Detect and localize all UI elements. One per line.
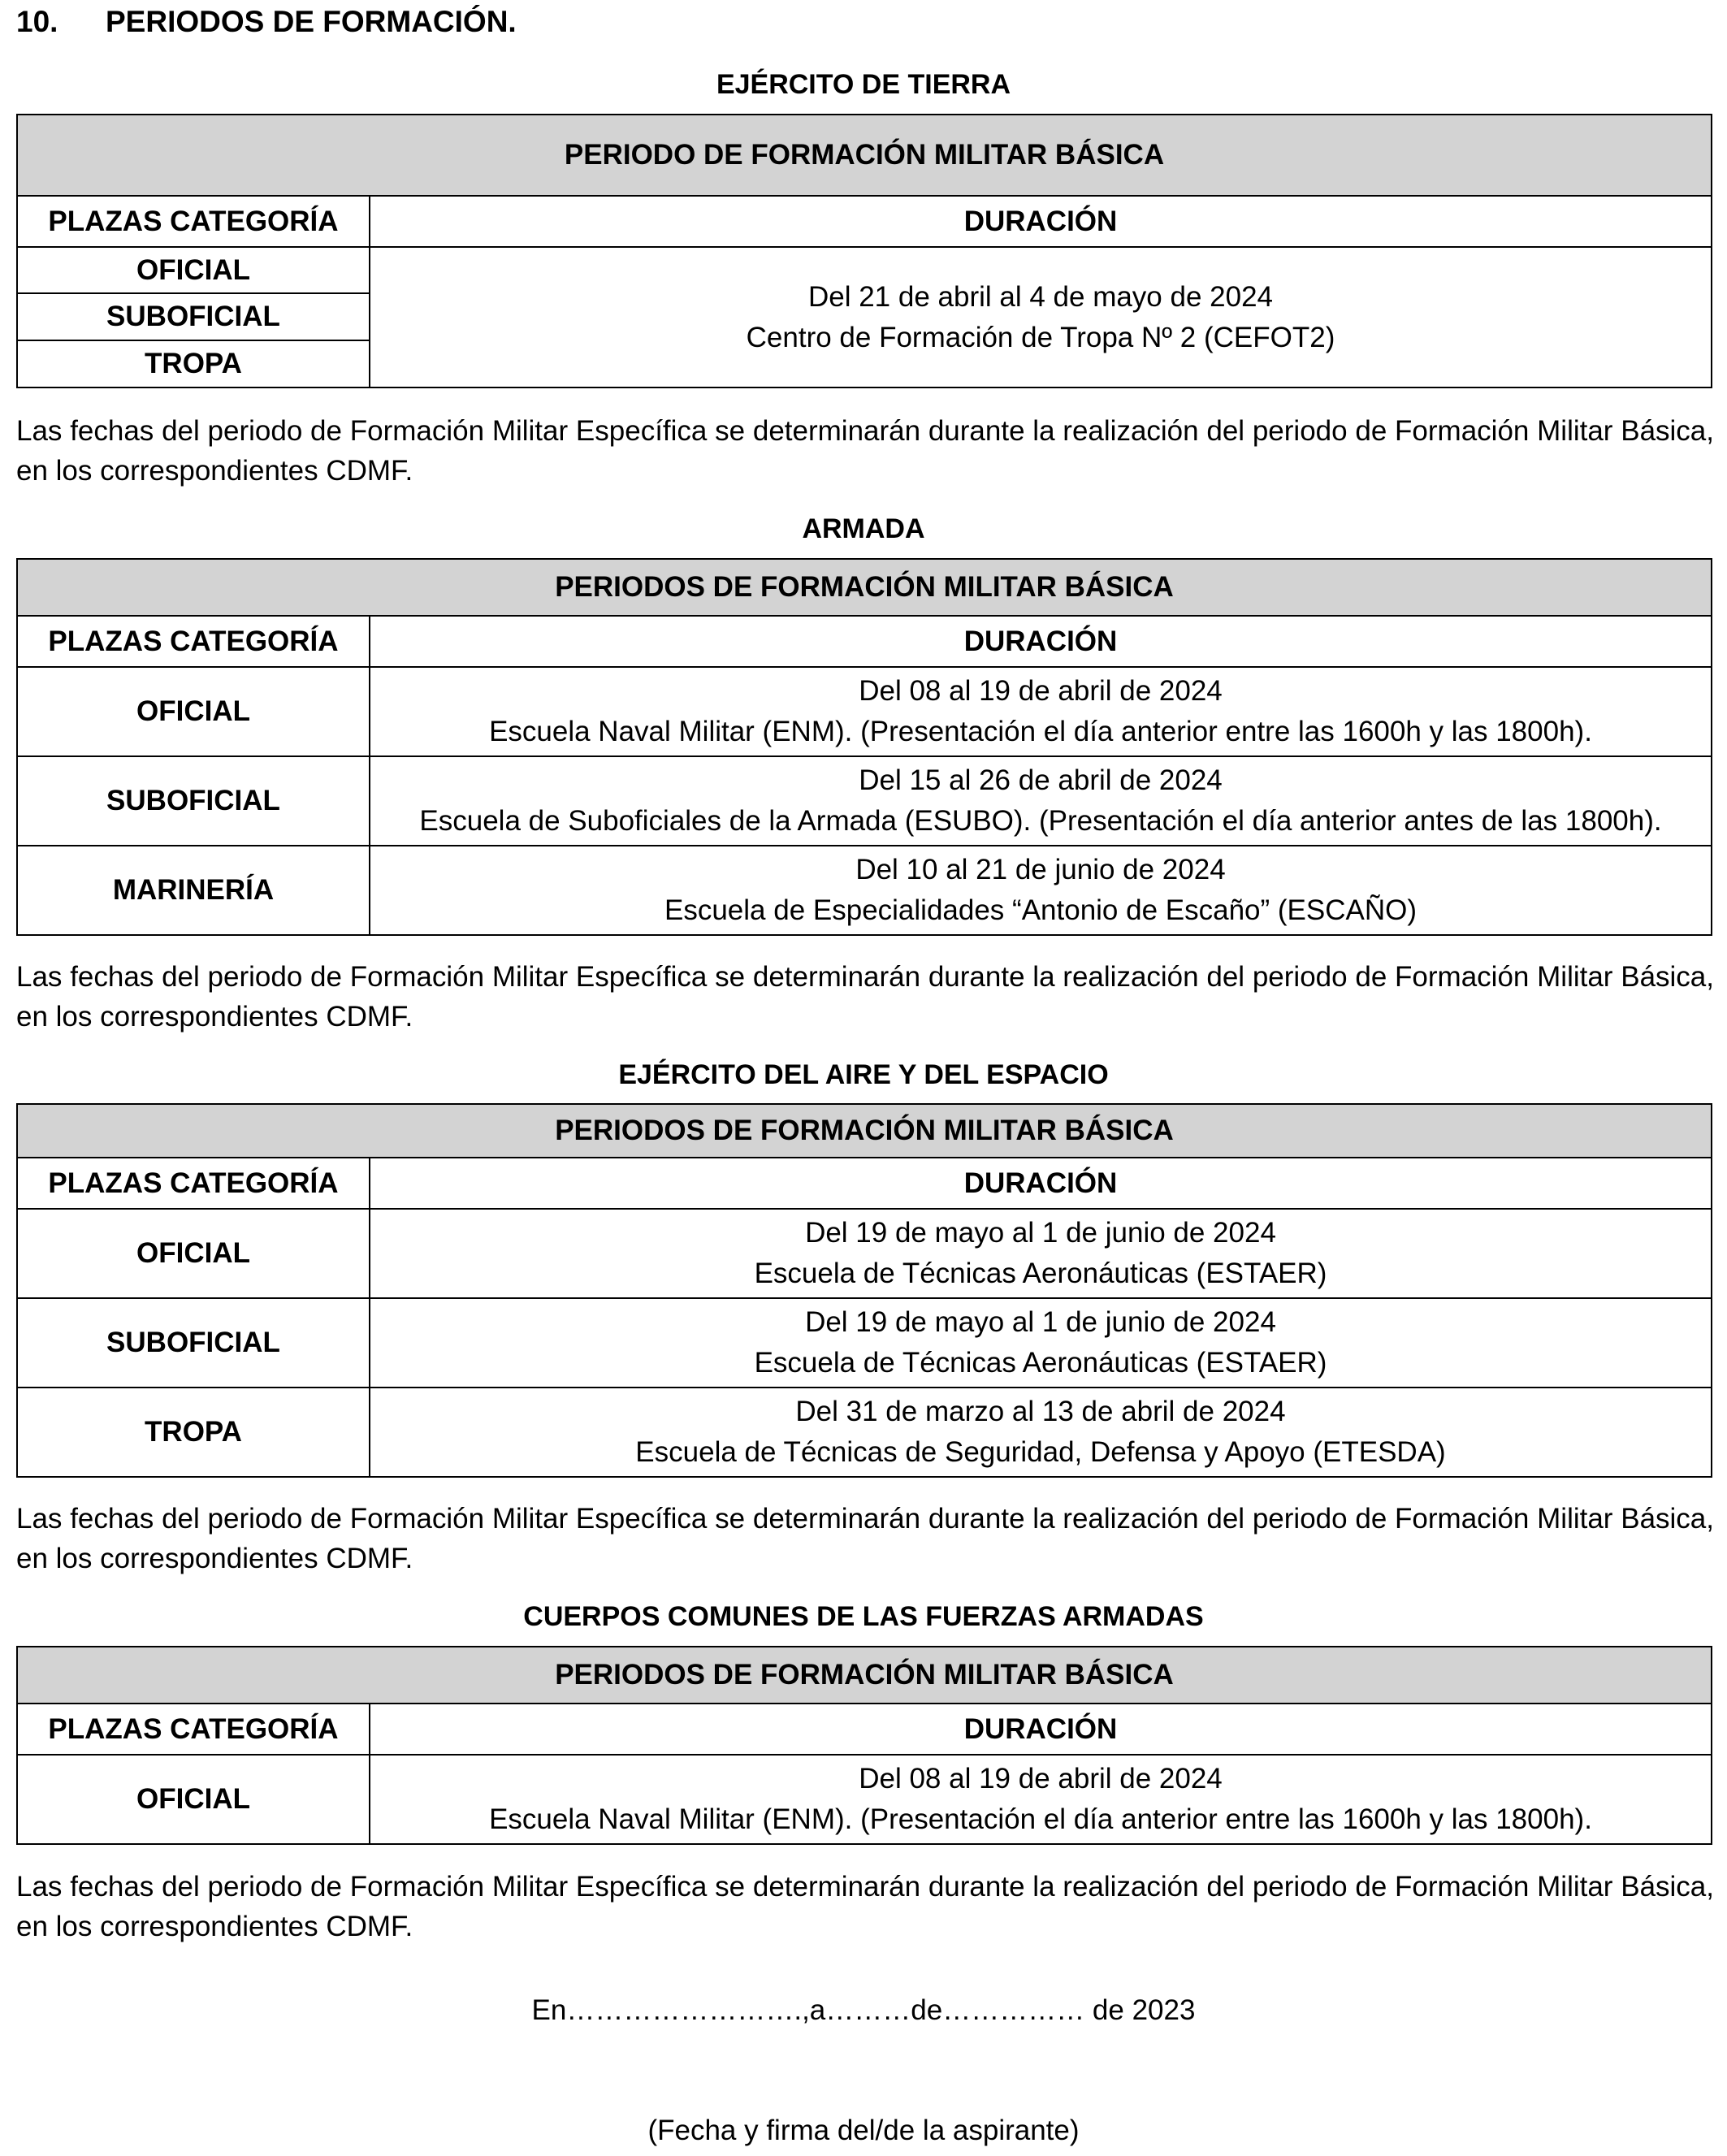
- duration-cell: [370, 1755, 1712, 1844]
- duration-location: Escuela de Técnicas de Seguridad, Defensa y Apoyo (ETESDA): [635, 1436, 1446, 1468]
- duration-location: Escuela de Especialidades “Antonio de Escaño” (ESCAÑO): [664, 894, 1418, 926]
- category-cell: SUBOFICIAL: [17, 293, 370, 340]
- category-cell: OFICIAL: [17, 1755, 370, 1844]
- section-title-aire: EJÉRCITO DEL AIRE Y DEL ESPACIO: [618, 1059, 1109, 1090]
- section-title-cuerpos-comunes: CUERPOS COMUNES DE LAS FUERZAS ARMADAS: [523, 1601, 1204, 1632]
- column-header-duration: DURACIÓN: [370, 616, 1712, 667]
- column-header-category: PLAZAS CATEGORÍA: [17, 196, 370, 247]
- duration-cell: [370, 247, 1712, 387]
- column-header-category: PLAZAS CATEGORÍA: [17, 1704, 370, 1755]
- duration-location: Escuela Naval Militar (ENM). (Presentación el día anterior entre las 1600h y las 1800h).: [489, 716, 1592, 747]
- category-cell: SUBOFICIAL: [17, 1298, 370, 1388]
- heading-title: PERIODOS DE FORMACIÓN.: [106, 5, 517, 38]
- column-header-duration: DURACIÓN: [370, 1158, 1712, 1209]
- column-header-duration: DURACIÓN: [370, 196, 1712, 247]
- table-tierra: [16, 114, 1712, 388]
- note-aire: Las fechas del periodo de Formación Militar Específica se determinarán durante la realización del periodo de Formación Militar Básica, en los correspondientes CDMF.: [16, 1503, 1714, 1574]
- duration-location: Escuela de Suboficiales de la Armada (ESUBO). (Presentación el día anterior antes de las 1800h).: [419, 805, 1662, 837]
- duration-dates: Del 08 al 19 de abril de 2024: [859, 1763, 1223, 1795]
- duration-location: Escuela Naval Militar (ENM). (Presentación el día anterior entre las 1600h y las 1800h).: [489, 1803, 1592, 1835]
- table-cuerpos-comunes: [16, 1646, 1712, 1845]
- duration-cell: [370, 1388, 1712, 1477]
- category-cell: OFICIAL: [17, 247, 370, 293]
- table-band-title: PERIODOS DE FORMACIÓN MILITAR BÁSICA: [17, 559, 1712, 616]
- category-cell: OFICIAL: [17, 667, 370, 756]
- column-header-category: PLAZAS CATEGORÍA: [17, 1158, 370, 1209]
- heading-number: 10.: [16, 5, 58, 38]
- signature-caption: (Fecha y firma del/de la aspirante): [647, 2115, 1080, 2146]
- category-cell: TROPA: [17, 340, 370, 387]
- duration-cell: [370, 667, 1712, 756]
- duration-location: Centro de Formación de Tropa Nº 2 (CEFOT2): [746, 321, 1335, 353]
- category-cell: SUBOFICIAL: [17, 756, 370, 846]
- note-cuerpos-comunes: Las fechas del periodo de Formación Militar Específica se determinarán durante la realización del periodo de Formación Militar Básica, en los correspondientes CDMF.: [16, 1871, 1714, 1942]
- note-tierra: Las fechas del periodo de Formación Militar Específica se determinarán durante la realización del periodo de Formación Militar Básica, en los correspondientes CDMF.: [16, 415, 1714, 487]
- note-armada: Las fechas del periodo de Formación Militar Específica se determinarán durante la realización del periodo de Formación Militar Básica, en los correspondientes CDMF.: [16, 961, 1714, 1033]
- duration-dates: Del 31 de marzo al 13 de abril de 2024: [795, 1396, 1286, 1427]
- date-place-line: En…………………….,a………de…………… de 2023: [531, 1994, 1196, 2026]
- table-armada: [16, 558, 1712, 936]
- duration-cell: [370, 1209, 1712, 1298]
- table-band-title: PERIODO DE FORMACIÓN MILITAR BÁSICA: [17, 115, 1712, 196]
- duration-cell: [370, 756, 1712, 846]
- duration-location: Escuela de Técnicas Aeronáuticas (ESTAER): [754, 1258, 1327, 1289]
- section-title-tierra: EJÉRCITO DE TIERRA: [716, 69, 1011, 100]
- section-heading: [16, 5, 517, 39]
- table-band-title: PERIODOS DE FORMACIÓN MILITAR BÁSICA: [17, 1647, 1712, 1704]
- section-title-armada: ARMADA: [802, 513, 925, 544]
- category-cell: TROPA: [17, 1388, 370, 1477]
- column-header-category: PLAZAS CATEGORÍA: [17, 616, 370, 667]
- duration-dates: Del 19 de mayo al 1 de junio de 2024: [805, 1217, 1276, 1249]
- duration-dates: Del 15 al 26 de abril de 2024: [859, 764, 1223, 796]
- table-aire: [16, 1103, 1712, 1478]
- duration-dates: Del 21 de abril al 4 de mayo de 2024: [807, 280, 1274, 313]
- column-header-duration: DURACIÓN: [370, 1704, 1712, 1755]
- duration-dates: Del 10 al 21 de junio de 2024: [855, 854, 1226, 885]
- duration-dates: Del 19 de mayo al 1 de junio de 2024: [805, 1306, 1276, 1338]
- category-cell: OFICIAL: [17, 1209, 370, 1298]
- duration-cell: [370, 1298, 1712, 1388]
- category-cell: MARINERÍA: [17, 846, 370, 935]
- duration-cell: [370, 846, 1712, 935]
- table-band-title: PERIODOS DE FORMACIÓN MILITAR BÁSICA: [17, 1104, 1712, 1158]
- duration-location: Escuela de Técnicas Aeronáuticas (ESTAER): [754, 1347, 1327, 1379]
- duration-dates: Del 08 al 19 de abril de 2024: [859, 675, 1223, 707]
